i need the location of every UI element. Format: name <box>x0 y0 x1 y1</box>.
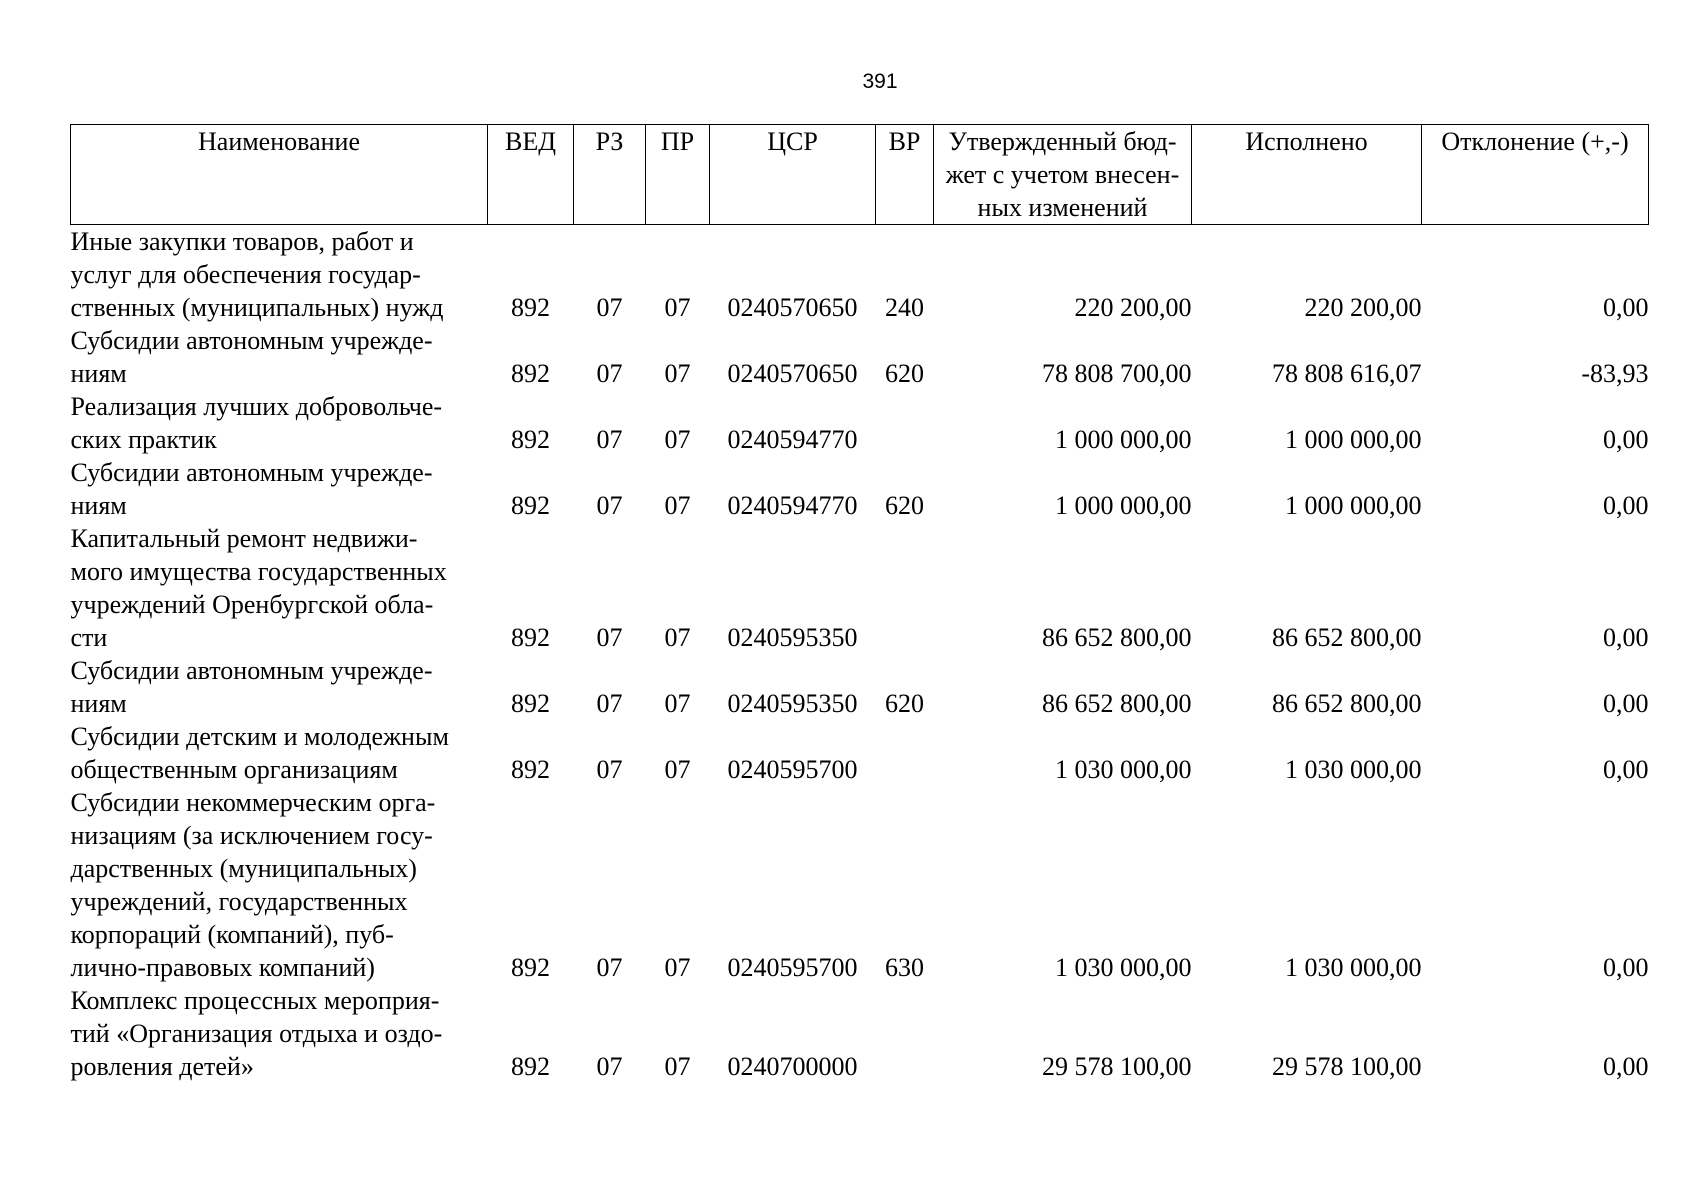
table-body <box>71 225 1649 1084</box>
col-header-name: Наименование <box>71 125 488 225</box>
cell-rz: 07 <box>596 755 623 784</box>
cell-rz: 07 <box>596 623 623 652</box>
table-row <box>71 720 1649 786</box>
cell-deviation: 0,00 <box>1603 491 1649 520</box>
col-header-executed: Исполнено <box>1192 125 1422 225</box>
cell-approved: 1 000 000,00 <box>1055 491 1192 520</box>
cell-deviation: 0,00 <box>1603 1052 1649 1081</box>
col-header-csr: ЦСР <box>710 125 876 225</box>
cell-executed: 86 652 800,00 <box>1272 689 1422 718</box>
cell-ved: 892 <box>511 623 550 652</box>
cell-approved: 1 000 000,00 <box>1055 425 1192 454</box>
table-row <box>71 654 1649 720</box>
table-row <box>71 984 1649 1083</box>
cell-executed: 1 030 000,00 <box>1285 755 1422 784</box>
cell-ved: 892 <box>511 425 550 454</box>
table-row <box>71 390 1649 456</box>
cell-rz: 07 <box>596 1052 623 1081</box>
cell-csr: 0240700000 <box>727 1052 858 1081</box>
cell-approved: 78 808 700,00 <box>1042 359 1192 388</box>
cell-deviation: 0,00 <box>1603 755 1649 784</box>
table-row <box>71 324 1649 390</box>
table-row <box>71 786 1649 984</box>
table-row <box>71 456 1649 522</box>
cell-vr <box>876 390 934 456</box>
cell-executed: 220 200,00 <box>1304 293 1422 322</box>
cell-vr: 620 <box>885 491 924 520</box>
cell-deviation: 0,00 <box>1603 623 1649 652</box>
cell-csr: 0240594770 <box>727 491 858 520</box>
cell-vr: 620 <box>885 689 924 718</box>
cell-deviation: 0,00 <box>1603 293 1649 322</box>
cell-csr: 0240595350 <box>727 689 858 718</box>
cell-approved: 1 030 000,00 <box>1055 755 1192 784</box>
cell-approved: 220 200,00 <box>1074 293 1192 322</box>
cell-executed: 1 000 000,00 <box>1285 491 1422 520</box>
table-header <box>71 125 1649 225</box>
cell-name: Субсидии автономным учрежде- ниям <box>70 656 433 718</box>
cell-deviation: 0,00 <box>1603 425 1649 454</box>
cell-csr: 0240595350 <box>727 623 858 652</box>
cell-ved: 892 <box>511 491 550 520</box>
cell-ved: 892 <box>511 359 550 388</box>
cell-ved: 892 <box>511 689 550 718</box>
cell-pr: 07 <box>664 491 691 520</box>
cell-pr: 07 <box>664 293 691 322</box>
cell-rz: 07 <box>596 953 623 982</box>
cell-name: Субсидии некоммерческим орга- низациям (за исключением госу- дарственных (муниципальных) учреждений, государственных корпораций (компаний), пуб- лично-правовых компаний) <box>70 788 436 982</box>
cell-pr: 07 <box>664 623 691 652</box>
cell-pr: 07 <box>664 689 691 718</box>
cell-rz: 07 <box>596 293 623 322</box>
cell-deviation: 0,00 <box>1603 689 1649 718</box>
cell-ved: 892 <box>511 1052 550 1081</box>
col-header-rz: РЗ <box>574 125 646 225</box>
col-header-vr: ВР <box>876 125 934 225</box>
cell-ved: 892 <box>511 293 550 322</box>
cell-pr: 07 <box>664 755 691 784</box>
budget-table <box>70 124 1649 1083</box>
cell-executed: 1 030 000,00 <box>1285 953 1422 982</box>
cell-name: Капитальный ремонт недвижи- мого имущества государственных учреждений Оренбургской обла- сти <box>70 524 447 652</box>
cell-name: Иные закупки товаров, работ и услуг для обеспечения государ- ственных (муниципальных) нужд <box>70 227 444 322</box>
cell-pr: 07 <box>664 425 691 454</box>
cell-approved: 86 652 800,00 <box>1042 623 1192 652</box>
cell-ved: 892 <box>511 755 550 784</box>
col-header-deviation: Отклонение (+,-) <box>1422 125 1649 225</box>
cell-rz: 07 <box>596 425 623 454</box>
cell-name: Субсидии автономным учрежде- ниям <box>70 326 433 388</box>
cell-rz: 07 <box>596 689 623 718</box>
cell-ved: 892 <box>511 953 550 982</box>
cell-rz: 07 <box>596 491 623 520</box>
cell-vr: 240 <box>885 293 924 322</box>
cell-executed: 86 652 800,00 <box>1272 623 1422 652</box>
cell-name: Реализация лучших добровольче- ских практик <box>70 392 443 454</box>
cell-rz: 07 <box>596 359 623 388</box>
col-header-pr: ПР <box>646 125 710 225</box>
cell-executed: 29 578 100,00 <box>1272 1052 1422 1081</box>
cell-approved: 86 652 800,00 <box>1042 689 1192 718</box>
col-header-approved: Утвержденный бюд- жет с учетом внесен- ных изменений <box>934 125 1192 225</box>
page-number: 391 <box>862 70 898 93</box>
cell-executed: 78 808 616,07 <box>1272 359 1422 388</box>
cell-pr: 07 <box>664 1052 691 1081</box>
table-row <box>71 225 1649 325</box>
cell-name: Субсидии детским и молодежным общественным организациям <box>70 722 449 784</box>
cell-vr <box>876 984 934 1083</box>
cell-csr: 0240595700 <box>727 755 858 784</box>
cell-deviation: -83,93 <box>1581 359 1649 388</box>
cell-deviation: 0,00 <box>1603 953 1649 982</box>
cell-executed: 1 000 000,00 <box>1285 425 1422 454</box>
cell-approved: 29 578 100,00 <box>1042 1052 1192 1081</box>
cell-name: Комплекс процессных мероприя- тий «Организация отдыха и оздо- ровления детей» <box>70 986 443 1081</box>
cell-csr: 0240570650 <box>727 293 858 322</box>
cell-vr: 630 <box>885 953 924 982</box>
cell-csr: 0240595700 <box>727 953 858 982</box>
cell-vr <box>876 720 934 786</box>
cell-csr: 0240570650 <box>727 359 858 388</box>
cell-name: Субсидии автономным учрежде- ниям <box>70 458 433 520</box>
cell-vr <box>876 522 934 654</box>
cell-csr: 0240594770 <box>727 425 858 454</box>
table-row <box>71 522 1649 654</box>
cell-pr: 07 <box>664 953 691 982</box>
cell-approved: 1 030 000,00 <box>1055 953 1192 982</box>
col-header-ved: ВЕД <box>488 125 574 225</box>
cell-pr: 07 <box>664 359 691 388</box>
cell-vr: 620 <box>885 359 924 388</box>
